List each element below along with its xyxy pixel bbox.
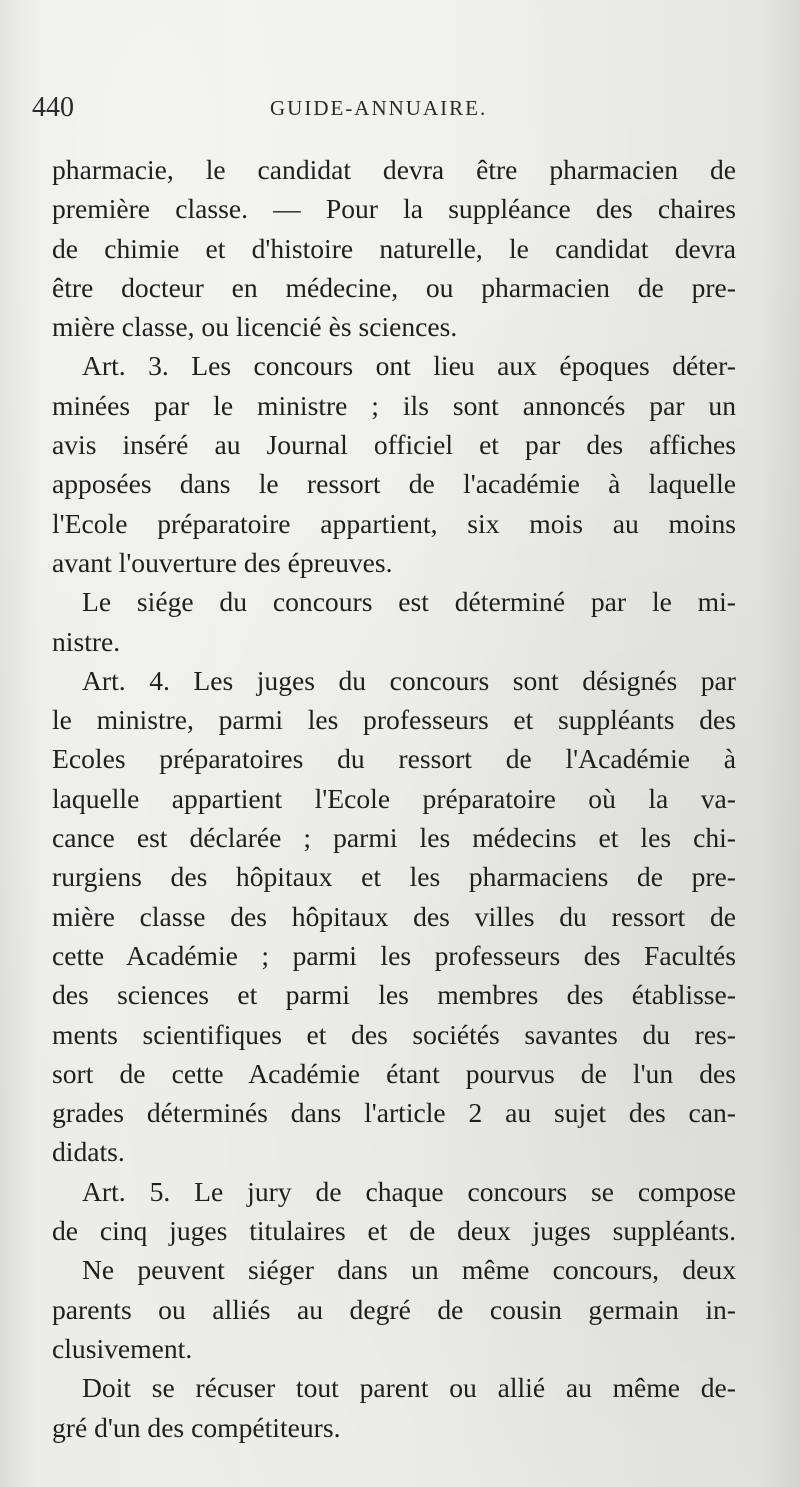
text-line: être docteur en médecine, ou pharmacien de pre-: [52, 271, 736, 303]
page-header: [30, 92, 750, 132]
text-line: pharmacie, le candidat devra être pharmacien de: [52, 154, 736, 185]
article-5-heading-line: Art. 5. Le jury de chaque concours se compose: [82, 1175, 736, 1207]
article-3-heading-line: Art. 3. Les concours ont lieu aux époques déter-: [82, 350, 736, 382]
text-line: le ministre, parmi les professeurs et suppléants des: [52, 704, 736, 736]
text-line: apposées dans le ressort de l'académie à laquelle: [52, 468, 736, 500]
text-line: rurgiens des hôpitaux et les pharmaciens de pre-: [52, 861, 736, 893]
text-line: avant l'ouverture des épreuves.: [52, 546, 393, 578]
text-line: des sciences et parmi les membres des établisse-: [52, 979, 736, 1011]
text-line: gré d'un des compétiteurs.: [52, 1411, 341, 1443]
article-4-heading-line: Art. 4. Les juges du concours sont désignés par: [82, 664, 736, 696]
text-line: l'Ecole préparatoire appartient, six mois au moins: [52, 507, 736, 539]
text-line: Le siége du concours est déterminé par le mi-: [82, 586, 736, 618]
text-line: mière classe des hôpitaux des villes du ressort de: [52, 900, 736, 932]
text-line: mière classe, ou licencié ès sciences.: [52, 311, 458, 343]
running-title: GUIDE-ANNUAIRE.: [270, 96, 488, 120]
text-line: cance est déclarée ; parmi les médecins et les chi-: [52, 822, 736, 854]
text-line: Ne peuvent siéger dans un même concours, deux: [82, 1254, 736, 1286]
body-text: [52, 150, 736, 1447]
text-line: Ecoles préparatoires du ressort de l'Académie à: [52, 743, 736, 775]
text-line: Doit se récuser tout parent ou allié au même de-: [82, 1372, 736, 1404]
text-line: didats.: [52, 1136, 125, 1168]
text-line: minées par le ministre ; ils sont annoncés par un: [52, 389, 736, 421]
text-line: cette Académie ; parmi les professeurs des Facultés: [52, 939, 736, 971]
text-line: laquelle appartient l'Ecole préparatoire où la va-: [52, 782, 736, 814]
text-line: ments scientifiques et des sociétés savantes du res-: [52, 1018, 736, 1050]
text-line: de cinq juges titulaires et de deux juges suppléants.: [52, 1215, 736, 1247]
page-number: 440: [32, 92, 74, 123]
text-line: clusivement.: [52, 1332, 193, 1364]
text-line: de chimie et d'histoire naturelle, le candidat devra: [52, 232, 736, 264]
text-line: avis inséré au Journal officiel et par des affiches: [52, 429, 736, 461]
text-line: sort de cette Académie étant pourvus de l'un des: [52, 1057, 736, 1089]
text-line: nistre.: [52, 625, 121, 657]
text-line: grades déterminés dans l'article 2 au sujet des can-: [52, 1097, 736, 1129]
text-line: parents ou alliés au degré de cousin germain in-: [52, 1293, 736, 1325]
text-line: première classe. — Pour la suppléance des chaires: [52, 193, 736, 225]
